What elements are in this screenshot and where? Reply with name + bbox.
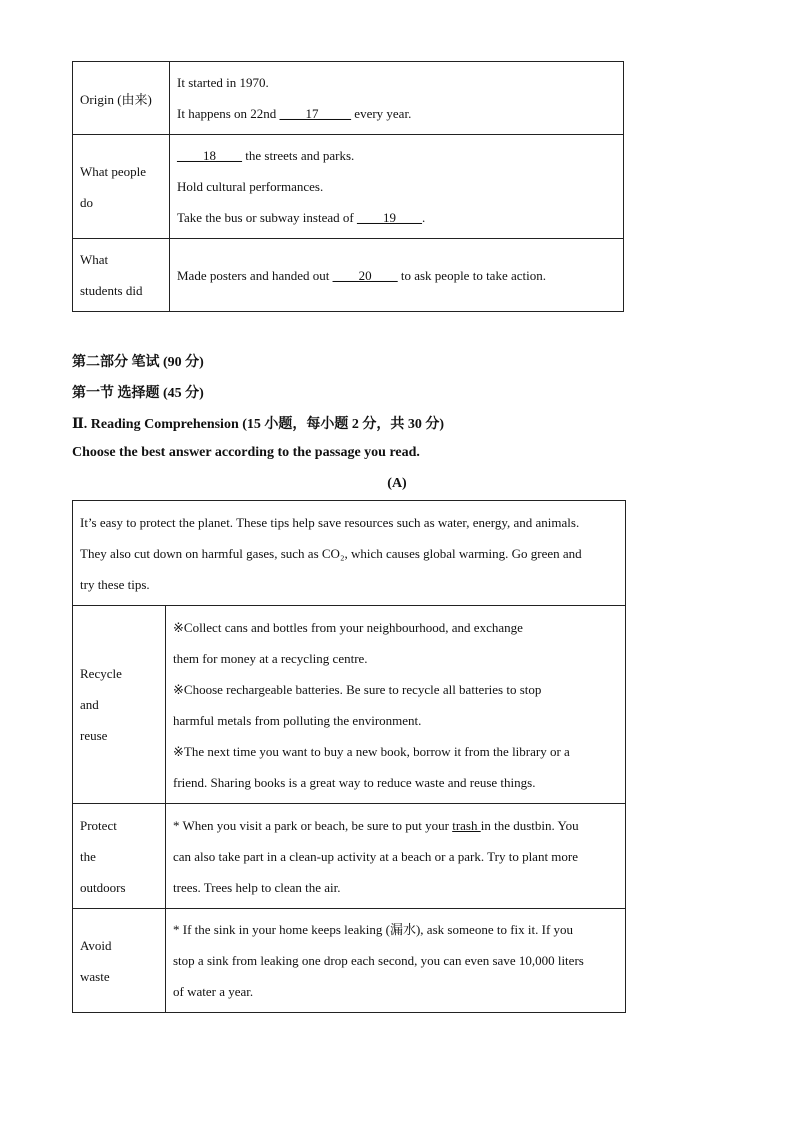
row-label-people: What people do [73,135,170,239]
passage-intro: It’s easy to protect the planet. These tips help save resources such as water, energy, and animals. They also cut down on harmful gases, such as CO₂, which causes global warming. Go green and try these tips. [73,501,626,606]
origin-line: It happens on 22nd ____17_____ every year. [177,106,412,121]
students-cell [170,239,624,312]
people-line: Take the bus or subway instead of ____19____. [177,210,426,225]
blank-18: ____18____ [177,148,242,163]
reading-heading: Ⅱ. Reading Comprehension (15 小题，每小题 2 分，共 30 分) [72,417,445,432]
origin-line: It started in 1970. [177,75,269,90]
part-heading: 第二部分 笔试 (90 分) [72,355,204,370]
people-cell [170,135,624,239]
blank-20: ____20____ [332,267,398,283]
row-label-protect: Protect the outdoors [73,804,166,909]
section-heading: 第一节 选择题 (45 分) [72,386,204,401]
students-line: Made posters and handed out ____20____ to ask people to take action. [177,267,546,283]
origin-cell [170,62,624,135]
row-label-avoid: Avoid waste [73,909,166,1013]
people-line: ____18____ the streets and parks. [177,148,355,163]
protect-cell: * When you visit a park or beach, be sure to put your trash in the dustbin. You can also take part in a clean-up activity at a beach or a park. Try to plant more trees. Trees help to clean the air. [166,804,626,909]
row-label-origin: Origin (由来) [73,62,170,135]
fill-in-table [72,61,624,312]
blank-19: ____19____ [356,210,422,225]
row-label-students: What students did [73,239,170,312]
underlined-word: trash [452,817,481,833]
passage-table [72,500,626,1013]
passage-label: (A) [387,476,407,491]
recycle-cell: ※Collect cans and bottles from your neighbourhood, and exchange them for money at a recycling centre. ※Choose rechargeable batteries. Be sure to recycle all batteries to stop harmful metals from polluting the environment. ※The next time you want to buy a new book, borrow it from the library or a friend. Sharing books is a great way to reduce waste and reuse things. [166,606,626,804]
avoid-cell: * If the sink in your home keeps leaking (漏水), ask someone to fix it. If you stop a sink from leaking one drop each second, you can even save 10,000 liters of water a year. [166,909,626,1013]
instruction: Choose the best answer according to the passage you read. [72,445,420,460]
row-label-recycle: Recycle and reuse [73,606,166,804]
blank-17: ____17_____ [279,106,352,121]
people-line: Hold cultural performances. [177,179,324,194]
